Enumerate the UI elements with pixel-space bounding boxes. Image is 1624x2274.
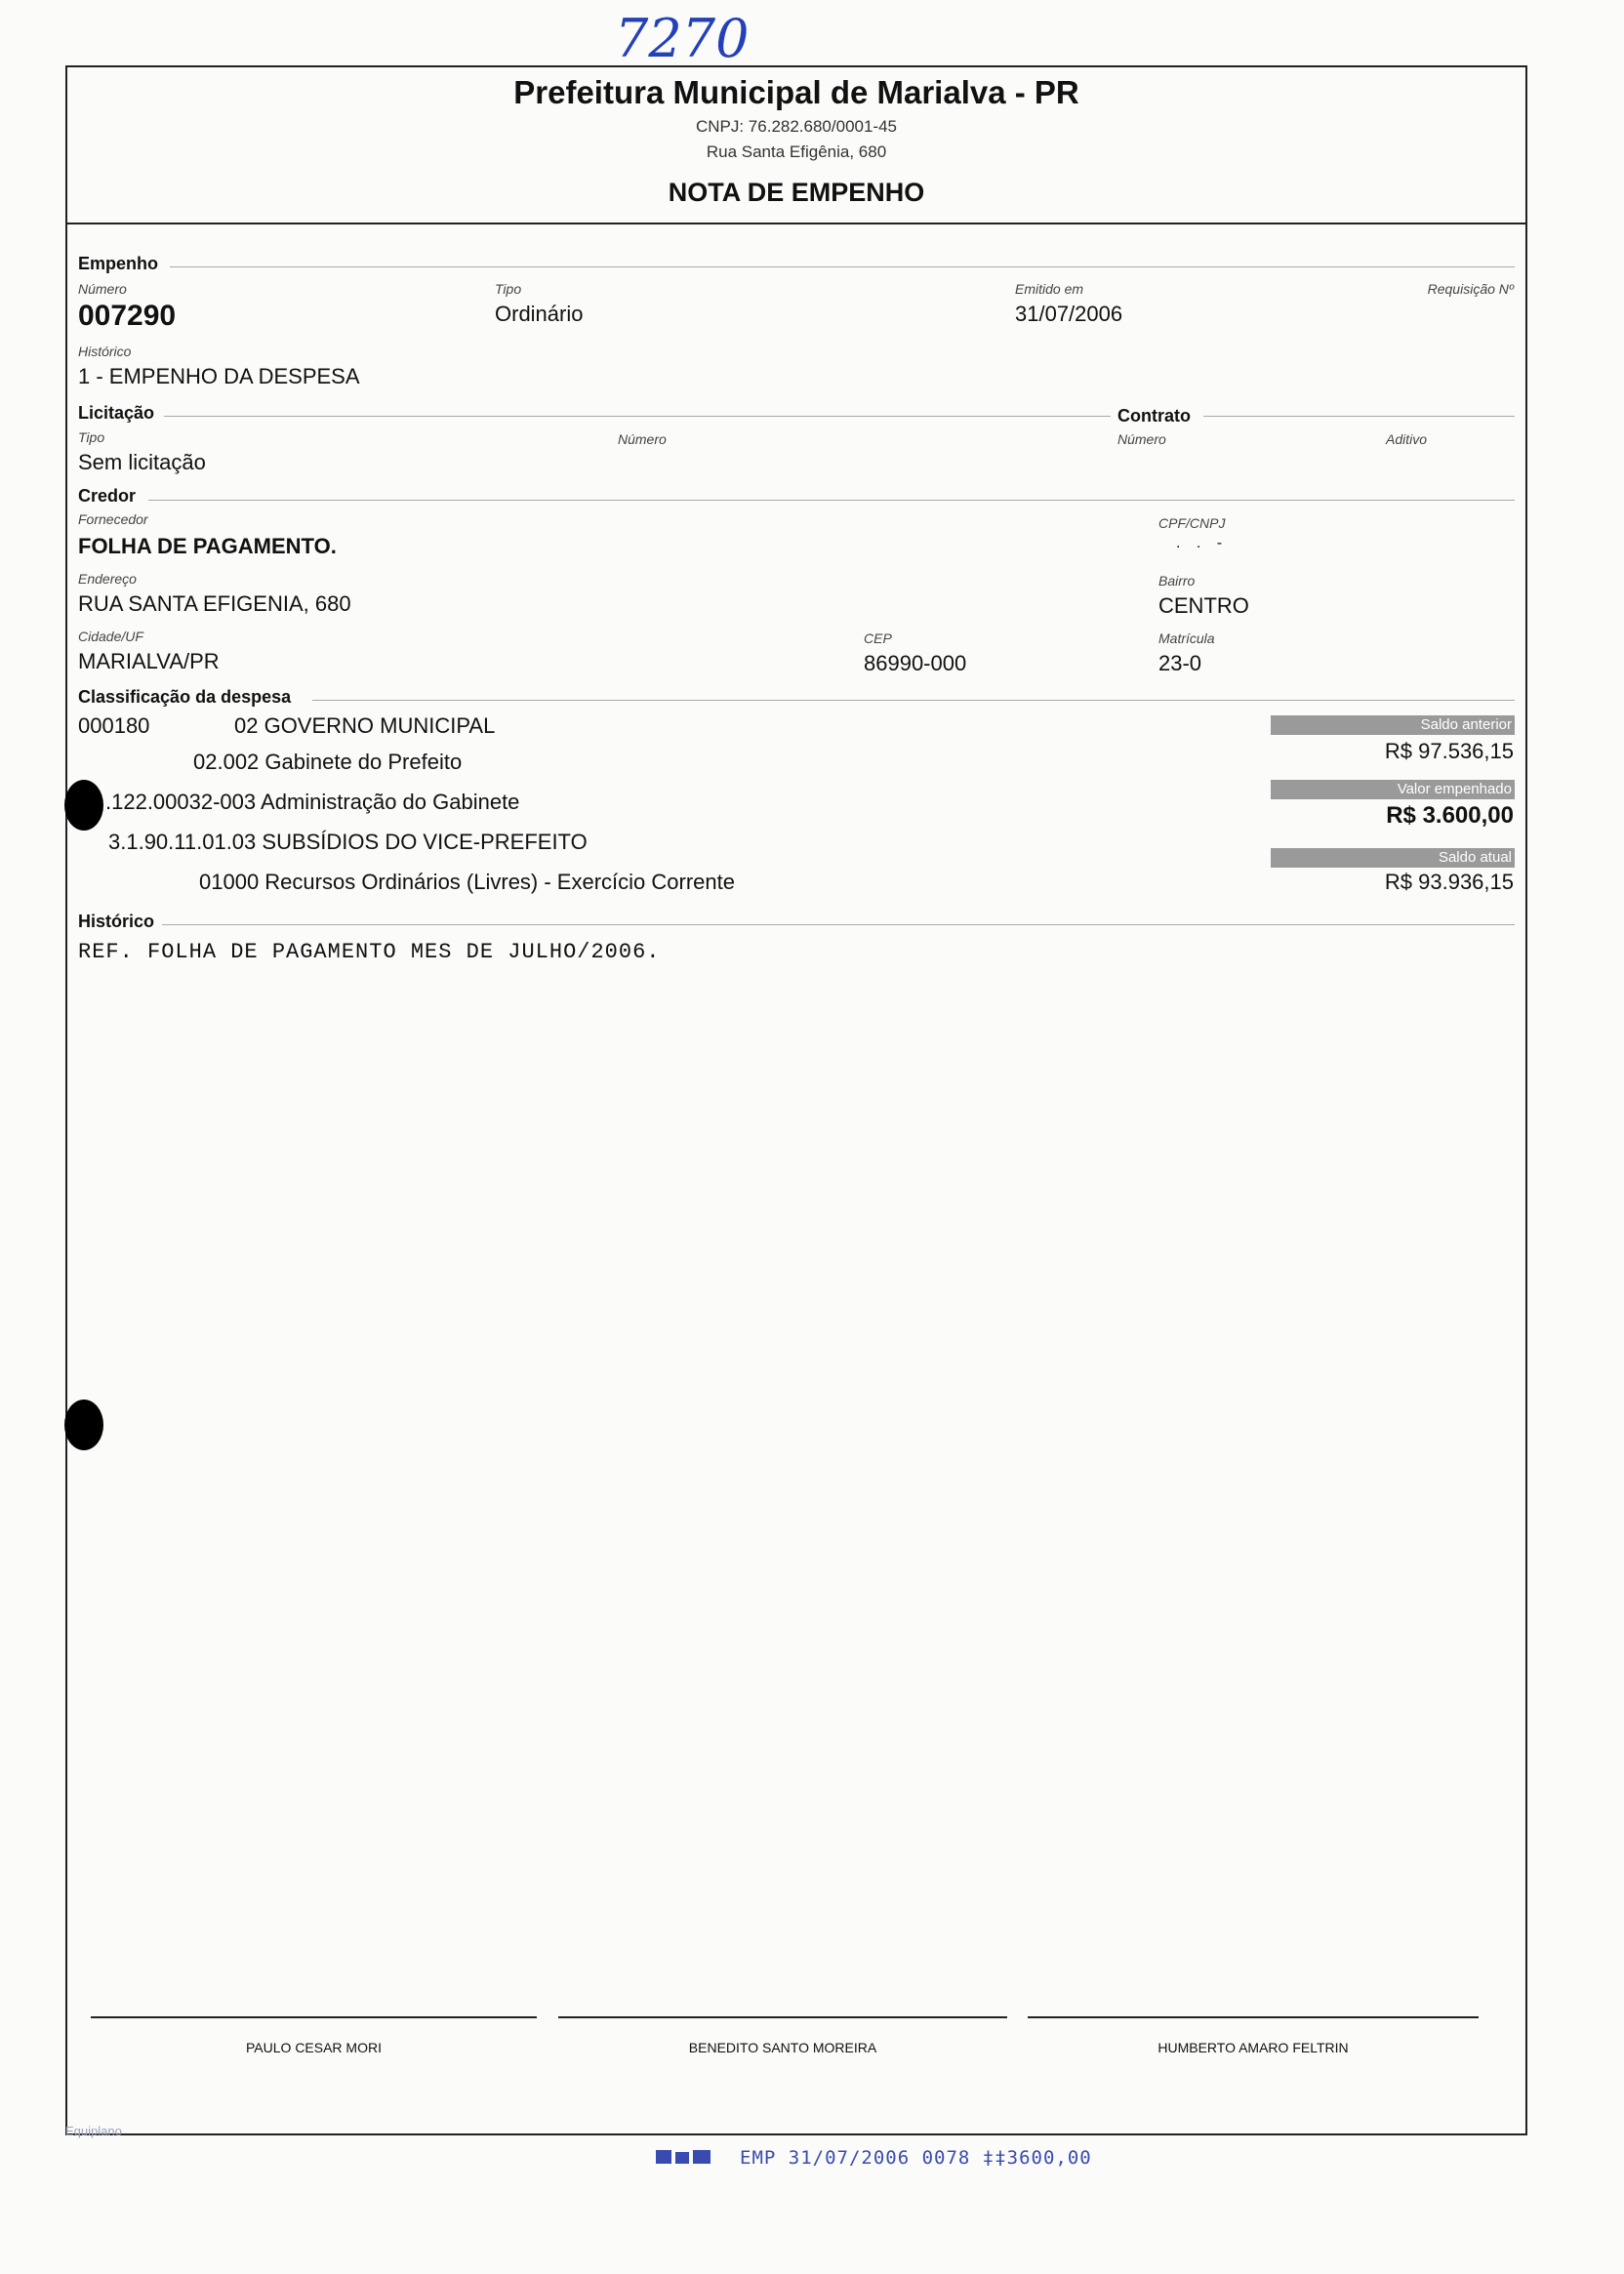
classificacao-code: 000180 xyxy=(78,713,150,738)
section-licitacao-rule xyxy=(164,416,1111,417)
label-cpf: CPF/CNPJ xyxy=(1158,515,1226,531)
signature-line-1 xyxy=(91,2016,537,2018)
credor-cidade: MARIALVA/PR xyxy=(78,649,220,673)
label-licitacao-tipo: Tipo xyxy=(78,429,105,445)
classificacao-elemento: 3.1.90.11.01.03 SUBSÍDIOS DO VICE-PREFEITO xyxy=(108,830,588,854)
credor-matricula: 23-0 xyxy=(1158,651,1202,675)
signature-name-1: PAULO CESAR MORI xyxy=(246,2040,382,2055)
label-fornecedor: Fornecedor xyxy=(78,511,148,527)
licitacao-tipo: Sem licitação xyxy=(78,450,206,474)
label-cidade: Cidade/UF xyxy=(78,629,143,644)
empenho-number: 007290 xyxy=(78,300,177,332)
credor-bairro: CENTRO xyxy=(1158,593,1249,618)
credor-cpf: . . - xyxy=(1176,535,1229,551)
saldo-atual-value: R$ 93.936,15 xyxy=(1384,870,1514,894)
section-contrato-rule xyxy=(1203,416,1515,417)
label-tipo: Tipo xyxy=(495,281,522,297)
section-historico-rule xyxy=(162,924,1515,925)
saldo-anterior-label: Saldo anterior xyxy=(1271,715,1515,735)
empenho-historico: 1 - EMPENHO DA DESPESA xyxy=(78,364,360,388)
label-bairro: Bairro xyxy=(1158,573,1196,589)
address-text: Rua Santa Efigênia, 680 xyxy=(706,142,887,161)
section-historico: Histórico xyxy=(78,912,155,931)
section-contrato: Contrato xyxy=(1117,406,1191,426)
empenho-tipo: Ordinário xyxy=(495,302,584,326)
classificacao-recurso: 01000 Recursos Ordinários (Livres) - Exercício Corrente xyxy=(199,870,735,894)
document-title: NOTA DE EMPENHO xyxy=(668,178,925,207)
section-classificacao-rule xyxy=(312,700,1515,701)
signature-name-2: BENEDITO SANTO MOREIRA xyxy=(688,2040,877,2055)
section-empenho-rule xyxy=(170,266,1515,267)
empenho-date: 31/07/2006 xyxy=(1015,302,1123,326)
label-emitido: Emitido em xyxy=(1015,281,1084,297)
label-endereco: Endereço xyxy=(78,571,137,587)
section-credor: Credor xyxy=(78,486,137,506)
section-classificacao: Classificação da despesa xyxy=(78,687,292,707)
label-requisicao: Requisição Nº xyxy=(1427,281,1514,297)
classificacao-unidade: 02.002 Gabinete do Prefeito xyxy=(193,750,463,774)
label-cep: CEP xyxy=(864,630,892,646)
credor-endereco: RUA SANTA EFIGENIA, 680 xyxy=(78,591,351,616)
signature-name-3: HUMBERTO AMARO FELTRIN xyxy=(1157,2040,1349,2055)
stamp-logo xyxy=(656,2147,714,2167)
classificacao-orgao: 02 GOVERNO MUNICIPAL xyxy=(234,713,496,738)
header-divider xyxy=(65,223,1527,224)
signature-line-3 xyxy=(1028,2016,1479,2018)
handwritten-number: 7270 xyxy=(615,8,750,69)
section-licitacao: Licitação xyxy=(78,403,155,423)
stamp-logo-icon xyxy=(656,2147,714,2167)
saldo-atual-label: Saldo atual xyxy=(1271,848,1515,868)
section-credor-rule xyxy=(148,500,1515,501)
punch-hole-bottom xyxy=(64,1400,103,1450)
saldo-anterior-value: R$ 97.536,15 xyxy=(1384,739,1514,763)
label-licitacao-numero: Número xyxy=(618,431,667,447)
valor-empenhado-value: R$ 3.600,00 xyxy=(1386,802,1514,829)
valor-empenhado-label: Valor empenhado xyxy=(1271,780,1515,799)
label-matricula: Matrícula xyxy=(1158,630,1215,646)
historico-text: REF. FOLHA DE PAGAMENTO MES DE JULHO/2006. xyxy=(78,940,661,964)
cnpj-text: CNPJ: 76.282.680/0001-45 xyxy=(695,117,898,136)
punch-hole-top xyxy=(64,780,103,831)
credor-fornecedor: FOLHA DE PAGAMENTO. xyxy=(78,534,337,558)
classificacao-funcional: .122.00032-003 Administração do Gabinete xyxy=(105,790,520,814)
label-historico-empenho: Histórico xyxy=(78,344,132,359)
label-contrato-aditivo: Aditivo xyxy=(1386,431,1428,447)
section-empenho: Empenho xyxy=(78,254,159,273)
label-contrato-numero: Número xyxy=(1117,431,1166,447)
stamp-text: EMP 31/07/2006 0078 ‡‡3600,00 xyxy=(740,2147,1092,2169)
page-title: Prefeitura Municipal de Marialva - PR xyxy=(513,74,1079,110)
signature-line-2 xyxy=(558,2016,1007,2018)
credor-cep: 86990-000 xyxy=(864,651,967,675)
label-numero: Número xyxy=(78,281,127,297)
footer-brand: Equiplano xyxy=(65,2124,122,2138)
